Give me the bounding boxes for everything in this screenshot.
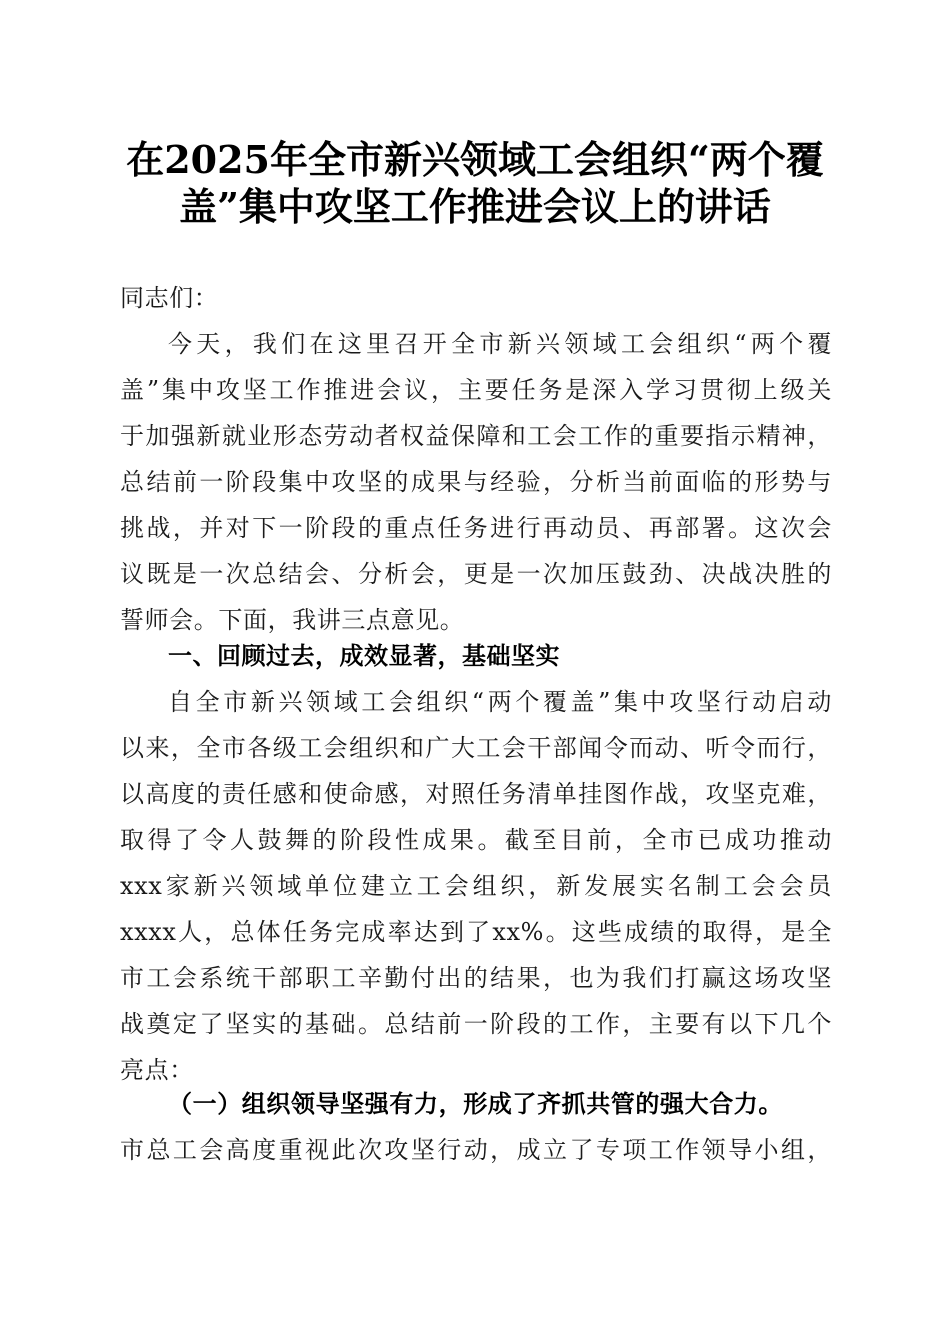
section-1-line: 以来，全市各级工会组织和广大工会干部闻令而动、听令而行， (120, 734, 832, 762)
salutation: 同志们： (120, 284, 219, 312)
section-1-line: 取得了令人鼓舞的阶段性成果。截至目前，全市已成功推动 (120, 826, 832, 854)
section-1-heading: 一、回顾过去，成效显著，基础坚实 (168, 642, 560, 670)
document-title-line-1: 在2025年全市新兴领域工会组织“两个覆 (126, 137, 824, 182)
intro-line: 挑战，并对下一阶段的重点任务进行再动员、再部署。这次会 (120, 514, 832, 542)
document-title-line-2: 盖”集中攻坚工作推进会议上的讲话 (179, 184, 771, 229)
section-1-line: 以高度的责任感和使命感，对照任务清单挂图作战，攻坚克难， (120, 780, 832, 808)
section-1-line: xxx家新兴领域单位建立工会组织，新发展实名制工会会员 (120, 872, 832, 900)
intro-line: 盖”集中攻坚工作推进会议，主要任务是深入学习贯彻上级关 (120, 376, 832, 404)
section-1-line: 市工会系统干部职工辛勤付出的结果，也为我们打赢这场攻坚 (120, 964, 832, 992)
section-1-line: 亮点： (120, 1056, 194, 1084)
section-1-line: 战奠定了坚实的基础。总结前一阶段的工作，主要有以下几个 (120, 1010, 832, 1038)
intro-line: 总结前一阶段集中攻坚的成果与经验，分析当前面临的形势与 (120, 468, 832, 496)
subsection-1-line: 市总工会高度重视此次攻坚行动，成立了专项工作领导小组， (120, 1136, 832, 1164)
subsection-1-heading: （一）组织领导坚强有力，形成了齐抓共管的强大合力。 (168, 1089, 783, 1118)
intro-line: 于加强新就业形态劳动者权益保障和工会工作的重要指示精神， (120, 422, 832, 450)
section-1-line: 自全市新兴领域工会组织“两个覆盖”集中攻坚行动启动 (168, 688, 832, 716)
section-1-line: xxxx人，总体任务完成率达到了xx%。这些成绩的取得，是全 (120, 918, 832, 946)
intro-line: 誓师会。下面，我讲三点意见。 (120, 606, 465, 634)
intro-line: 议既是一次总结会、分析会，更是一次加压鼓劲、决战决胜的 (120, 560, 832, 588)
intro-line: 今天，我们在这里召开全市新兴领域工会组织“两个覆 (168, 330, 832, 358)
